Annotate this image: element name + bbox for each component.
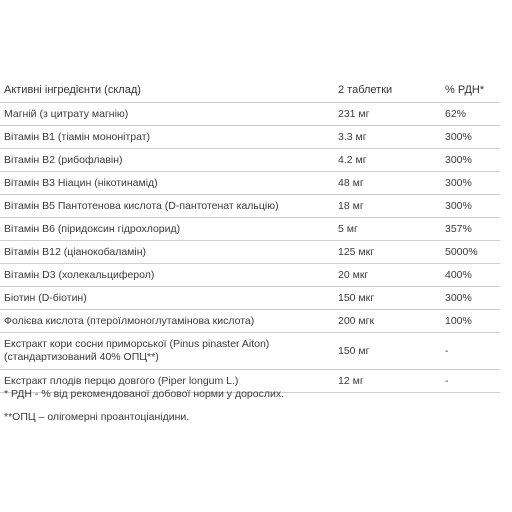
rdn-footnote: * РДН - % від рекомендованої добової норми у дорослих. (4, 388, 285, 400)
ingredient-amount: 200 мгк (334, 310, 441, 333)
ingredient-name: Екстракт плодів перцю довгого (Piper longum L.) (0, 370, 334, 393)
ingredient-rdn: 300% (441, 149, 500, 172)
ingredient-amount: 150 мг (334, 333, 441, 370)
ingredient-rdn: 100% (441, 310, 500, 333)
ingredients-table (0, 79, 500, 393)
table-row (0, 241, 500, 264)
table-row (0, 333, 500, 370)
table-header-row (0, 79, 500, 103)
ingredient-rdn: - (441, 333, 500, 370)
header-rdn: % РДН* (441, 79, 500, 103)
ingredient-amount: 18 мг (334, 195, 441, 218)
ingredient-name: Вітамін В2 (рибофлавін) (0, 149, 334, 172)
ingredient-amount: 20 мкг (334, 264, 441, 287)
table-row (0, 264, 500, 287)
table-row (0, 103, 500, 126)
ingredient-amount: 3.3 мг (334, 126, 441, 149)
nutrition-facts-panel (0, 79, 500, 393)
ingredient-name: Вітамін В1 (тіамін мононітрат) (0, 126, 334, 149)
table-row (0, 172, 500, 195)
ingredient-rdn: 300% (441, 126, 500, 149)
ingredient-amount: 4.2 мг (334, 149, 441, 172)
ingredient-amount: 5 мг (334, 218, 441, 241)
table-row (0, 310, 500, 333)
ingredient-name: Магній (з цитрату магнію) (0, 103, 334, 126)
table-row (0, 218, 500, 241)
opc-footnote: **ОПЦ – олігомерні проантоціанідини. (4, 411, 190, 423)
ingredient-name: Вітамін В6 (піридоксин гідрохлорид) (0, 218, 334, 241)
ingredient-rdn: 5000% (441, 241, 500, 264)
ingredient-name: Вітамін В12 (ціанокобаламін) (0, 241, 334, 264)
footnotes (4, 388, 284, 434)
ingredient-rdn: - (441, 370, 500, 393)
ingredient-name: Біотин (D-біотин) (0, 287, 334, 310)
table-row (0, 126, 500, 149)
ingredient-name: Фолієва кислота (птероїлмоноглутамінова кислота) (0, 310, 334, 333)
ingredient-rdn: 300% (441, 287, 500, 310)
ingredient-name: Вітамін D3 (холекальциферол) (0, 264, 334, 287)
ingredient-rdn: 400% (441, 264, 500, 287)
ingredient-rdn: 62% (441, 103, 500, 126)
ingredient-rdn: 300% (441, 195, 500, 218)
ingredient-name: Вітамін В5 Пантотенова кислота (D-пантотенат кальцію) (0, 195, 334, 218)
ingredient-amount: 231 мг (334, 103, 441, 126)
ingredient-name: Екстракт кори сосни приморської (Pinus pinaster Aiton) (стандартизований 40% ОПЦ**) (0, 333, 334, 370)
ingredient-rdn: 300% (441, 172, 500, 195)
table-row (0, 195, 500, 218)
table-row (0, 149, 500, 172)
ingredient-amount: 48 мг (334, 172, 441, 195)
ingredient-amount: 12 мг (334, 370, 441, 393)
ingredient-amount: 150 мкг (334, 287, 441, 310)
table-row (0, 287, 500, 310)
ingredient-name: Вітамін В3 Ніацин (нікотинамід) (0, 172, 334, 195)
header-amount: 2 таблетки (334, 79, 441, 103)
header-ingredients: Активні інгредієнти (склад) (0, 79, 334, 103)
ingredient-rdn: 357% (441, 218, 500, 241)
ingredient-amount: 125 мкг (334, 241, 441, 264)
